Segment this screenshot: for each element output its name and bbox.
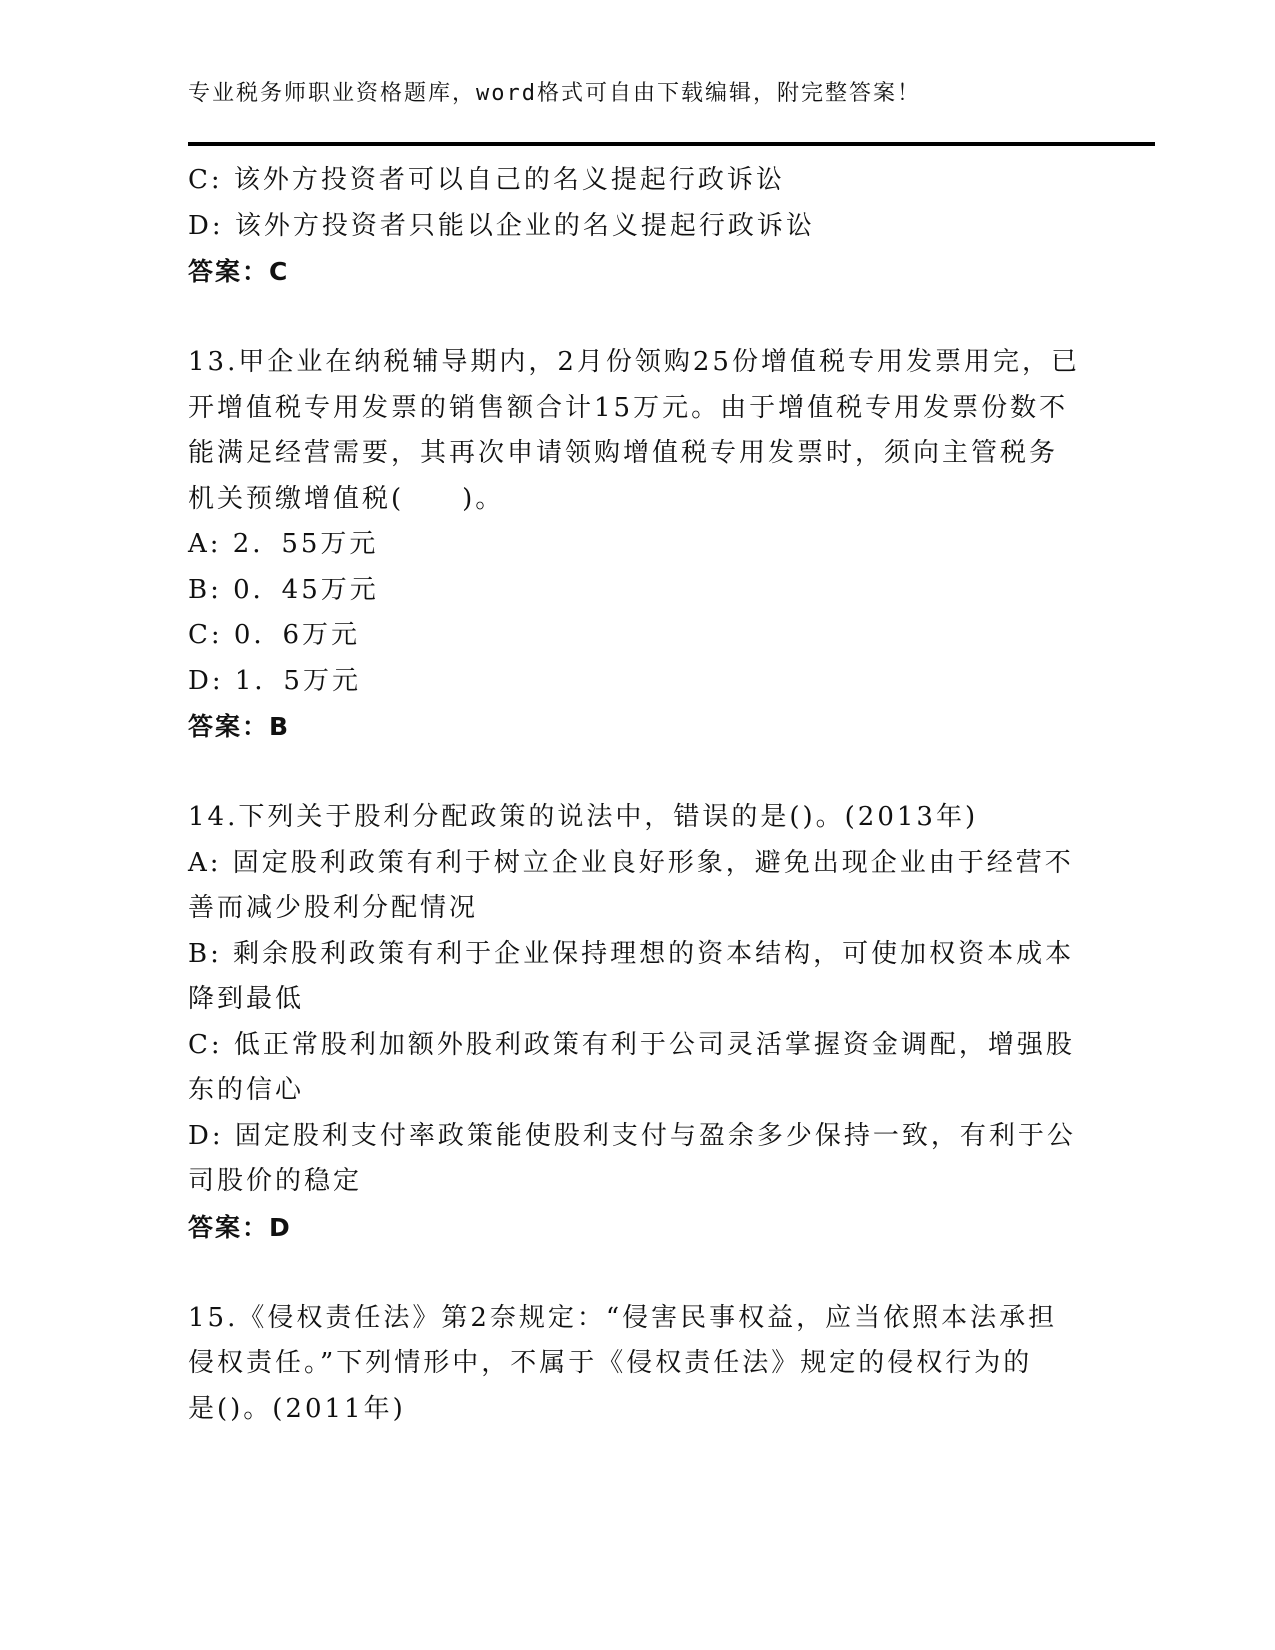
q13-option-d: D: 1．5万元 (188, 665, 361, 696)
q12-option-c: C: 该外方投资者可以自己的名义提起行政诉讼 (188, 165, 785, 195)
q14-option-d-line-1: D: 固定股利支付率政策能使股利支付与盈余多少保持一致，有利于公 (188, 1120, 1076, 1151)
q14-option-d-line-2: 司股价的稳定 (188, 1166, 363, 1196)
q13-answer: 答案：B (188, 712, 291, 741)
q15-stem-line-2: 侵权责任。”下列情形中，不属于《侵权责任法》规定的侵权行为的 (188, 1348, 1033, 1378)
q13-option-a: A: 2．55万元 (188, 529, 379, 559)
q13-stem-line-3: 能满足经营需要，其再次申请领购增值税专用发票时，须向主管税务 (188, 438, 1059, 468)
spacer (188, 750, 1088, 796)
q15-stem-line-3: 是()。(2011年) (188, 1393, 406, 1424)
q13-stem-line-1: 13.甲企业在纳税辅导期内，2月份领购25份增值税专用发票用完，已 (188, 347, 1080, 377)
q14-stem: 14.下列关于股利分配政策的说法中，错误的是()。(2013年) (188, 802, 979, 832)
q14-option-b-line-2: 降到最低 (188, 984, 305, 1014)
q14-option-a-line-2: 善而减少股利分配情况 (188, 893, 479, 923)
q14-option-c-line-2: 东的信心 (188, 1075, 305, 1105)
spacer (188, 295, 1088, 341)
q14-option-a-line-1: A: 固定股利政策有利于树立企业良好形象，避免出现企业由于经营不 (188, 847, 1074, 878)
q14-option-c-line-1: C: 低正常股利加额外股利政策有利于公司灵活掌握资金调配，增强股 (188, 1029, 1075, 1060)
q15-stem-line-1: 15.《侵权责任法》第2奈规定：“侵害民事权益，应当依照本法承担 (188, 1302, 1058, 1333)
header-divider (188, 142, 1155, 146)
q13-stem-line-4: 机关预缴增值税( )。 (188, 483, 505, 514)
q12-option-d: D: 该外方投资者只能以企业的名义提起行政诉讼 (188, 210, 815, 241)
q13-stem-line-2: 开增值税专用发票的销售额合计15万元。由于增值税专用发票份数不 (188, 392, 1069, 423)
q12-answer: 答案：C (188, 257, 290, 286)
page-header: 专业税务师职业资格题库，word格式可自由下载编辑，附完整答案！ (188, 81, 921, 106)
q13-option-b: B: 0．45万元 (188, 574, 379, 605)
question-content (188, 158, 1088, 1432)
q13-option-c: C: 0．6万元 (188, 620, 361, 650)
q14-answer: 答案：D (188, 1212, 292, 1242)
spacer (188, 1250, 1088, 1296)
q14-option-b-line-1: B: 剩余股利政策有利于企业保持理想的资本结构，可使加权资本成本 (188, 938, 1075, 969)
